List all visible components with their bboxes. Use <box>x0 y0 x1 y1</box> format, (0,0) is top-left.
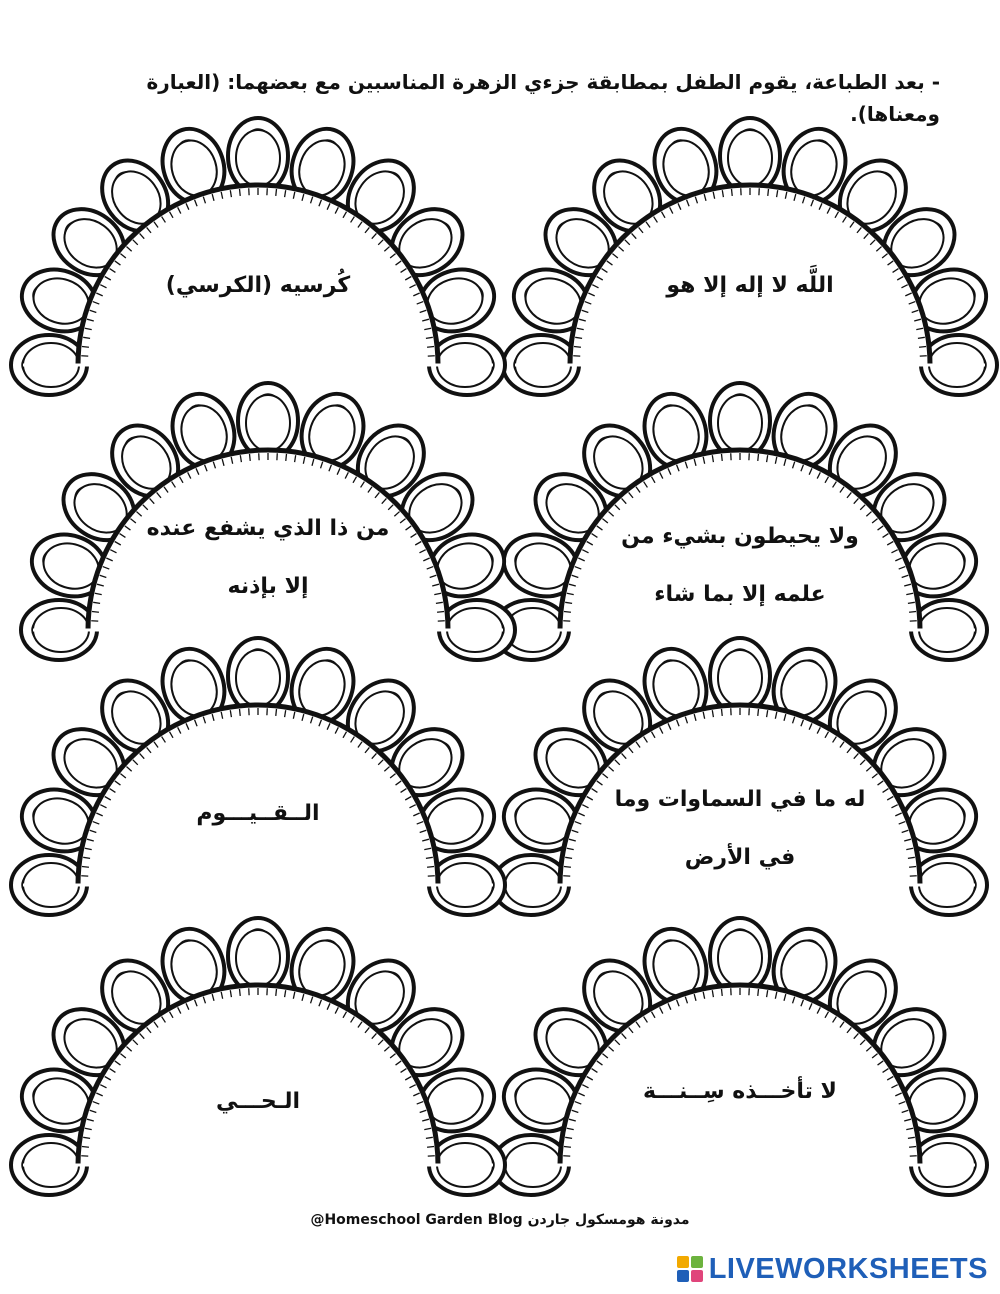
phrase-line: من ذا الذي يشفع عنده <box>146 516 390 541</box>
flower-card <box>33 390 503 640</box>
stitch-mark <box>909 1146 916 1147</box>
stitch-mark <box>758 709 759 716</box>
icon-cell <box>691 1270 703 1282</box>
flower-phrase <box>123 1073 393 1131</box>
stitch-mark <box>768 189 769 196</box>
phrase-line: الـحـــي <box>216 1089 300 1114</box>
stitch-mark <box>564 866 571 867</box>
instruction-text: - بعد الطباعة، يقوم الطفل بمطابقة جزءي الزهرة المناسبين مع بعضهما: (العبارة ومعناها). <box>146 70 940 126</box>
stitch-mark <box>82 1146 89 1147</box>
flower-petals-graphic <box>505 925 975 1175</box>
flower-phrase <box>123 257 393 315</box>
stitch-mark <box>286 454 287 461</box>
flower-petals-graphic <box>23 645 493 895</box>
stitch-mark <box>427 1146 434 1147</box>
flower-phrase <box>123 785 393 843</box>
phrase-line: اللَّه لا إله إلا هو <box>666 273 834 298</box>
stitch-mark <box>731 189 732 196</box>
liveworksheets-grid-icon <box>677 1256 703 1282</box>
phrase-line: إلا بإذنه <box>227 574 309 599</box>
stitch-mark <box>239 989 240 996</box>
phrase-line: الــقــيـــوم <box>196 801 320 826</box>
flower-petals-graphic <box>23 125 493 375</box>
stitch-mark <box>437 611 444 612</box>
flower-phrase <box>605 771 875 887</box>
flower-card <box>23 645 493 895</box>
flower-card <box>505 925 975 1175</box>
stitch-mark <box>239 189 240 196</box>
icon-cell <box>677 1256 689 1268</box>
stitch-mark <box>82 346 89 347</box>
stitch-mark <box>909 611 916 612</box>
stitch-mark <box>721 989 722 996</box>
flower-phrase <box>133 500 403 616</box>
phrase-line: ولا يحيطون بشيء من <box>621 524 859 549</box>
flower-card <box>505 645 975 895</box>
flower-card <box>23 125 493 375</box>
phrase-line: في الأرض <box>684 845 796 870</box>
stitch-mark <box>239 709 240 716</box>
stitch-mark <box>909 866 916 867</box>
phrase-line: له ما في السماوات وما <box>614 787 866 812</box>
brand-name: LIVEWORKSHEETS <box>708 1252 988 1285</box>
stitch-mark <box>564 611 571 612</box>
flower-phrase <box>615 257 885 315</box>
stitch-mark <box>276 709 277 716</box>
flower-card <box>515 125 985 375</box>
phrase-line: كُرسيه (الكرسي) <box>165 273 351 298</box>
stitch-mark <box>721 454 722 461</box>
stitch-mark <box>82 866 89 867</box>
stitch-mark <box>574 346 581 347</box>
phrase-line: علمه إلا بما شاء <box>654 582 826 607</box>
flower-card <box>23 925 493 1175</box>
icon-cell <box>691 1256 703 1268</box>
flower-petals-graphic <box>23 925 493 1175</box>
stitch-mark <box>276 989 277 996</box>
stitch-mark <box>427 346 434 347</box>
stitch-mark <box>758 454 759 461</box>
credit-text: مدونة هومسكول جاردن Homeschool Garden Blog@ <box>310 1212 690 1228</box>
stitch-mark <box>249 454 250 461</box>
stitch-mark <box>92 611 99 612</box>
phrase-line: لا تأخـــذه سِــنـــة <box>643 1079 837 1104</box>
stitch-mark <box>758 989 759 996</box>
icon-cell <box>677 1270 689 1282</box>
liveworksheets-logo[interactable] <box>677 1252 988 1286</box>
flower-phrase <box>605 508 875 624</box>
stitch-mark <box>919 346 926 347</box>
stitch-mark <box>564 1146 571 1147</box>
flower-card <box>505 390 975 640</box>
flower-petals-graphic <box>515 125 985 375</box>
flower-phrase <box>605 1063 875 1121</box>
stitch-mark <box>721 709 722 716</box>
stitch-mark <box>276 189 277 196</box>
stitch-mark <box>427 866 434 867</box>
